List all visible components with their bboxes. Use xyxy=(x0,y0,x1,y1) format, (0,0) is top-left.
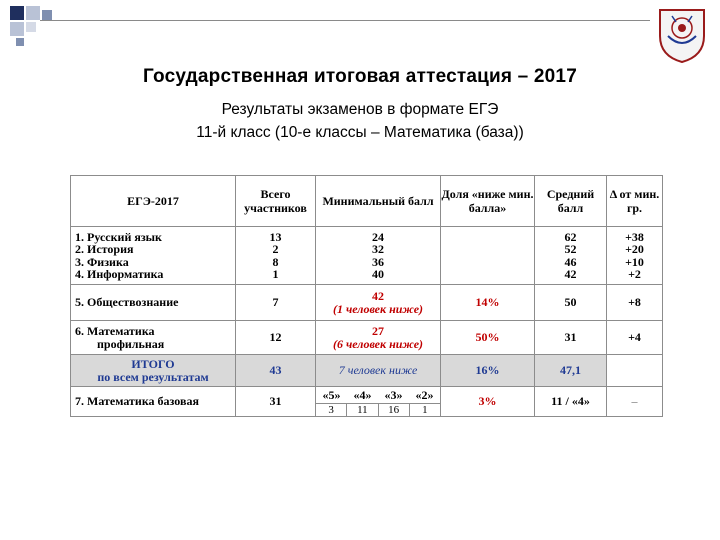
below-note: (6 человек ниже) xyxy=(332,336,424,351)
total-below-note: 7 человек ниже xyxy=(316,355,441,387)
table-row-social-studies xyxy=(71,285,663,321)
below-share-cell xyxy=(441,227,535,285)
grade-label: «4» xyxy=(353,387,372,402)
grade-count: 11 xyxy=(347,404,378,416)
avg-score-value: 31 xyxy=(535,321,607,355)
subject-name: 2. История xyxy=(75,242,134,256)
grade-label: «2» xyxy=(415,387,434,402)
total-label-cell xyxy=(71,355,236,387)
avg-score-value: 52 xyxy=(564,242,577,256)
total-delta xyxy=(607,355,663,387)
total-label: ИТОГО xyxy=(131,357,175,371)
avg-score-value: 11 / «4» xyxy=(535,387,607,417)
participants-value: 2 xyxy=(272,242,279,256)
subtitle-grades: 11-й класс (10-е классы – Математика (база)) xyxy=(196,124,524,141)
participants-value: 1 xyxy=(272,267,279,281)
delta-value: +8 xyxy=(607,285,663,321)
table-row-total xyxy=(71,355,663,387)
subject-name-line2: профильная xyxy=(97,336,165,351)
below-share-value: 14% xyxy=(441,285,535,321)
subject-name: 7. Математика базовая xyxy=(71,387,236,417)
min-score-value: 27 xyxy=(372,324,384,338)
grade-label: «3» xyxy=(384,387,403,402)
avg-score-value: 42 xyxy=(564,267,577,281)
min-score-value: 24 xyxy=(372,229,384,244)
delta-value: – xyxy=(607,387,663,417)
below-share-value: 3% xyxy=(441,387,535,417)
min-score-value: 32 xyxy=(372,242,384,256)
below-share-value: 50% xyxy=(441,321,535,355)
below-note: (1 человек ниже) xyxy=(332,301,424,316)
delta-value: +38 xyxy=(625,229,644,244)
participants-value: 13 xyxy=(269,229,282,244)
avg-score-value: 46 xyxy=(564,254,577,269)
delta-cell xyxy=(607,227,663,285)
results-table xyxy=(70,175,663,417)
min-score-cell xyxy=(316,227,441,285)
total-sublabel: по всем результатам xyxy=(97,369,209,384)
subject-name-cell xyxy=(71,321,236,355)
participants-cell xyxy=(236,227,316,285)
col-header-participants: Всего участников xyxy=(236,176,316,227)
min-score-value: 42 xyxy=(372,289,384,303)
delta-value: +20 xyxy=(625,242,644,256)
grade-count: 1 xyxy=(422,403,428,416)
col-header-below-share: Доля «ниже мин. балла» xyxy=(441,176,535,227)
avg-score-cell xyxy=(535,227,607,285)
total-avg-score: 47,1 xyxy=(535,355,607,387)
delta-value: +10 xyxy=(625,254,644,269)
grade-count: 3 xyxy=(316,404,347,416)
min-score-value: 40 xyxy=(372,267,384,281)
avg-score-value: 62 xyxy=(564,229,577,244)
subject-name: 3. Физика xyxy=(75,254,129,269)
grade-label: «5» xyxy=(322,387,341,402)
subject-name: 4. Информатика xyxy=(75,267,164,281)
total-participants: 43 xyxy=(236,355,316,387)
subject-name: 5. Обществознание xyxy=(71,285,236,321)
min-score-value: 36 xyxy=(372,254,384,269)
avg-score-value: 50 xyxy=(535,285,607,321)
min-score-cell xyxy=(316,321,441,355)
subjects-cell xyxy=(71,227,236,285)
subject-name: 6. Математика xyxy=(75,324,155,338)
table-header-row xyxy=(71,176,663,227)
col-header-exam: ЕГЭ-2017 xyxy=(71,176,236,227)
delta-value: +2 xyxy=(628,267,641,281)
participants-value: 12 xyxy=(236,321,316,355)
subject-name: 1. Русский язык xyxy=(75,229,162,244)
participants-value: 31 xyxy=(236,387,316,417)
col-header-delta: Δ от мин. гр. xyxy=(607,176,663,227)
grade-count: 16 xyxy=(379,404,410,416)
table-row-math-base xyxy=(71,387,663,417)
min-score-cell xyxy=(316,285,441,321)
table-row-group-1 xyxy=(71,227,663,285)
col-header-min-score: Минимальный балл xyxy=(316,176,441,227)
squares-decoration xyxy=(10,6,70,46)
subtitle-exams: Результаты экзаменов в формате ЕГЭ xyxy=(221,101,499,118)
page-title: Государственная итоговая аттестация – 2017 xyxy=(143,66,577,87)
coat-of-arms-icon xyxy=(656,6,708,64)
header-divider xyxy=(40,20,650,21)
total-below-share: 16% xyxy=(441,355,535,387)
col-header-avg-score: Средний балл xyxy=(535,176,607,227)
participants-value: 8 xyxy=(272,254,279,269)
participants-value: 7 xyxy=(236,285,316,321)
grades-cell xyxy=(316,387,441,417)
table-row-math-profile xyxy=(71,321,663,355)
delta-value: +4 xyxy=(607,321,663,355)
